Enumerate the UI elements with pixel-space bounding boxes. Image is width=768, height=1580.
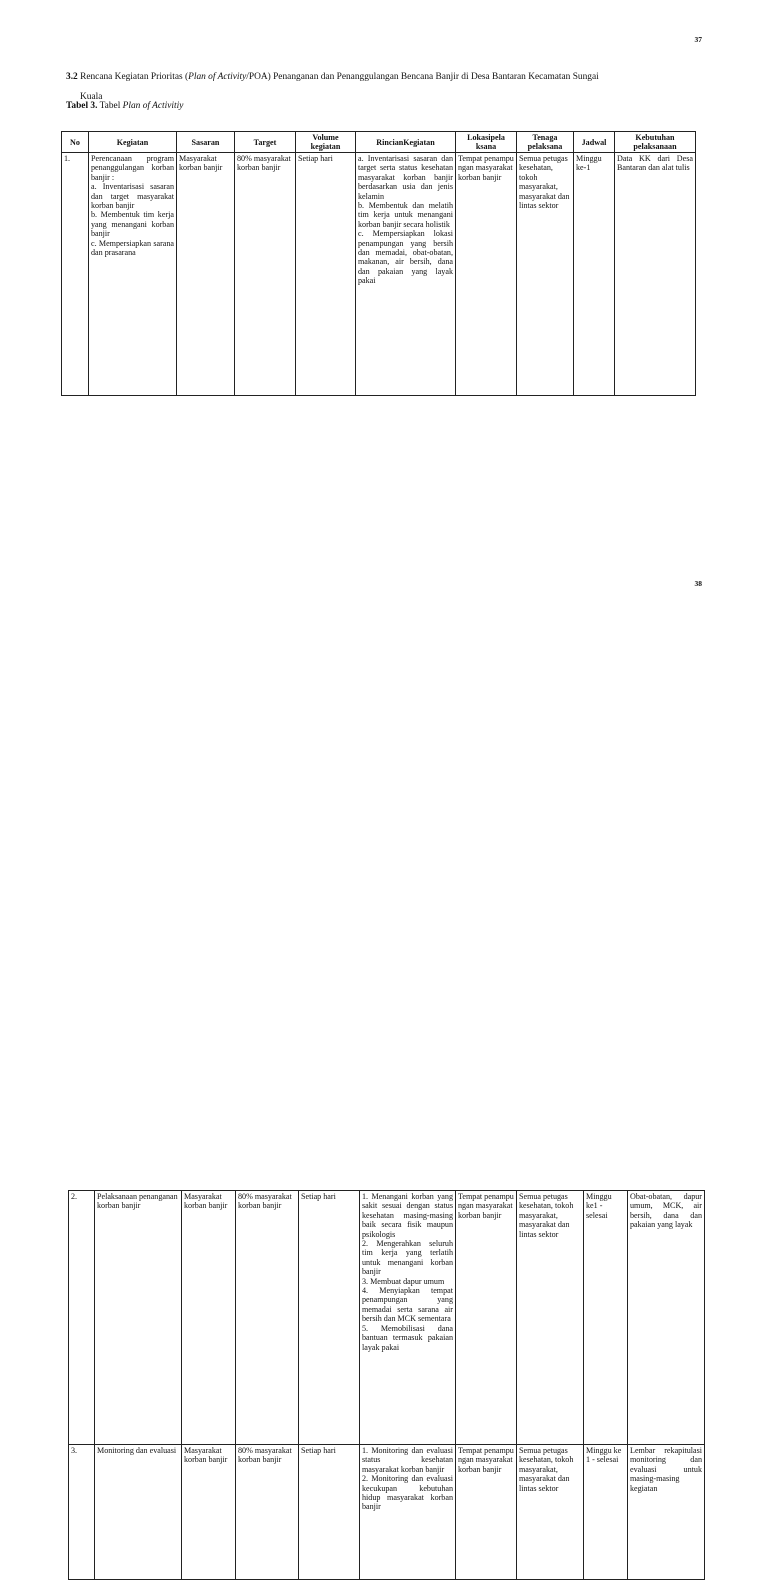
heading-italic: Plan of Activity: [188, 72, 247, 82]
cell-kebutuhan: Lembar rekapitulasi monitoring dan evaluasi untuk masing-masing kegiatan: [628, 1445, 705, 1580]
rincian-line: 1. Menangani korban yang sakit sesuai dengan status kesehatan masing-masing baik secara fisik maupun psikologis: [362, 1192, 453, 1239]
header-target: Target: [235, 132, 296, 153]
cell-kegiatan: Pelaksanaan penanganan korban banjir: [95, 1191, 182, 1445]
cell-sasaran: Masyarakat korban banjir: [182, 1191, 236, 1445]
poa-table-part2: [68, 1190, 705, 1580]
cell-lokasi: Tempat penampungan masyarakat korban banjir: [456, 1445, 517, 1580]
header-kebutuhan: Kebutuhan pelaksanaan: [615, 132, 696, 153]
rincian-line: c. Mempersiapkan lokasi penampungan yang bersih dan memadai, obat-obatan, makanan, air bersih, dana dan pakaian yang layak pakai: [358, 229, 453, 286]
kegiatan-line: b. Membentuk tim kerja yang menangani korban banjir: [91, 210, 174, 239]
cell-no: 3.: [69, 1445, 95, 1580]
table-row: [69, 1445, 705, 1580]
cell-tenaga: Semua petugas kesehatan, tokoh masyarakat, masyarakat dan lintas sektor: [517, 1191, 584, 1445]
kegiatan-line: Perencanaan program penanggulangan korban banjir :: [91, 154, 174, 182]
page-number: 37: [694, 35, 702, 44]
section-number: 3.2: [66, 72, 78, 82]
cell-volume: Setiap hari: [296, 153, 356, 396]
cell-volume: Setiap hari: [299, 1191, 360, 1445]
caption-text: Tabel: [97, 101, 123, 111]
rincian-line: 3. Membuat dapur umum: [362, 1276, 445, 1286]
header-volume: Volume kegiatan: [296, 132, 356, 153]
table-caption: [66, 101, 183, 111]
rincian-line: 2. Monitoring dan evaluasi kecukupan kebutuhan hidup masyarakat korban banjir: [362, 1474, 453, 1512]
table-row: [69, 1191, 705, 1445]
rincian-line: b. Membentuk dan melatih tim kerja untuk menangani korban banjir secara holistik: [358, 201, 453, 229]
caption-italic: Plan of Activitiy: [122, 101, 184, 111]
cell-lokasi: Tempat penampungan masyarakat korban banjir: [456, 153, 517, 396]
cell-rincian: [360, 1445, 456, 1580]
header-kegiatan: Kegiatan: [89, 132, 177, 153]
cell-volume: Setiap hari: [299, 1445, 360, 1580]
cell-target: 80% masyarakat korban banjir: [236, 1191, 299, 1445]
cell-jadwal: Minggu ke-1: [574, 153, 615, 396]
page-37: [0, 0, 768, 560]
table-row: [62, 153, 696, 396]
cell-tenaga: Semua petugas kesehatan, tokoh masyarakat, masyarakat dan lintas sektor: [517, 1445, 584, 1580]
cell-rincian: [356, 153, 456, 396]
cell-no: 2.: [69, 1191, 95, 1445]
heading-text-after: /POA) Penanganan dan Penanggulangan Bencana Banjir di Desa Bantaran Kecamatan Sungai: [246, 72, 599, 82]
cell-rincian: [360, 1191, 456, 1445]
cell-no: 1.: [62, 153, 89, 396]
header-lokasi: Lokasipela ksana: [456, 132, 517, 153]
cell-jadwal: Minggu ke1 - selesai: [584, 1191, 628, 1445]
page-number: 38: [694, 579, 702, 588]
header-jadwal: Jadwal: [574, 132, 615, 153]
cell-kebutuhan: Data KK dari Desa Bantaran dan alat tulis: [615, 153, 696, 396]
header-rincian: RincianKegiatan: [356, 132, 456, 153]
page-38: [0, 560, 768, 1512]
cell-jadwal: Minggu ke 1 - selesai: [584, 1445, 628, 1580]
rincian-line: 4. Menyiapkan tempat penampungan yang memadai serta sarana air bersih dan MCK sementara: [362, 1286, 453, 1324]
header-sasaran: Sasaran: [177, 132, 235, 153]
cell-tenaga: Semua petugas kesehatan, tokoh masyarakat, masyarakat dan lintas sektor: [517, 153, 574, 396]
cell-lokasi: Tempat penampungan masyarakat korban banjir: [456, 1191, 517, 1445]
heading-line2: Kuala: [80, 92, 103, 102]
kegiatan-line: a. Inventarisasi sasaran dan target masyarakat korban banjir: [91, 182, 174, 211]
cell-kegiatan: Monitoring dan evaluasi: [95, 1445, 182, 1580]
cell-kegiatan: [89, 153, 177, 396]
heading-text-before: Rencana Kegiatan Prioritas (: [77, 72, 189, 82]
caption-label: Tabel 3.: [66, 101, 98, 111]
rincian-line: a. Inventarisasi sasaran dan target serta status kesehatan masyarakat korban banjir berdasarkan usia dan jenis kelamin: [358, 154, 453, 201]
cell-sasaran: Masyarakat korban banjir: [177, 153, 235, 396]
cell-target: 80% masyarakat korban banjir: [236, 1445, 299, 1580]
cell-sasaran: Masyarakat korban banjir: [182, 1445, 236, 1580]
rincian-line: 2. Mengerahkan seluruh tim kerja yang terlatih untuk menangani korban banjir: [362, 1239, 453, 1277]
cell-kebutuhan: Obat-obatan, dapur umum, MCK, air bersih, dana dan pakaian yang layak: [628, 1191, 705, 1445]
header-no: No: [62, 132, 89, 153]
poa-table-part1: [61, 131, 696, 396]
header-tenaga: Tenaga pelaksana: [517, 132, 574, 153]
table-header-row: [62, 132, 696, 153]
kegiatan-line: c. Mempersiapkan sarana dan prasarana: [91, 238, 174, 258]
rincian-line: 1. Monitoring dan evaluasi status kesehatan masyarakat korban banjir: [362, 1446, 453, 1474]
rincian-line: 5. Memobilisasi dana bantuan termasuk pakaian layak pakai: [362, 1323, 453, 1352]
cell-target: 80% masyarakat korban banjir: [235, 153, 296, 396]
